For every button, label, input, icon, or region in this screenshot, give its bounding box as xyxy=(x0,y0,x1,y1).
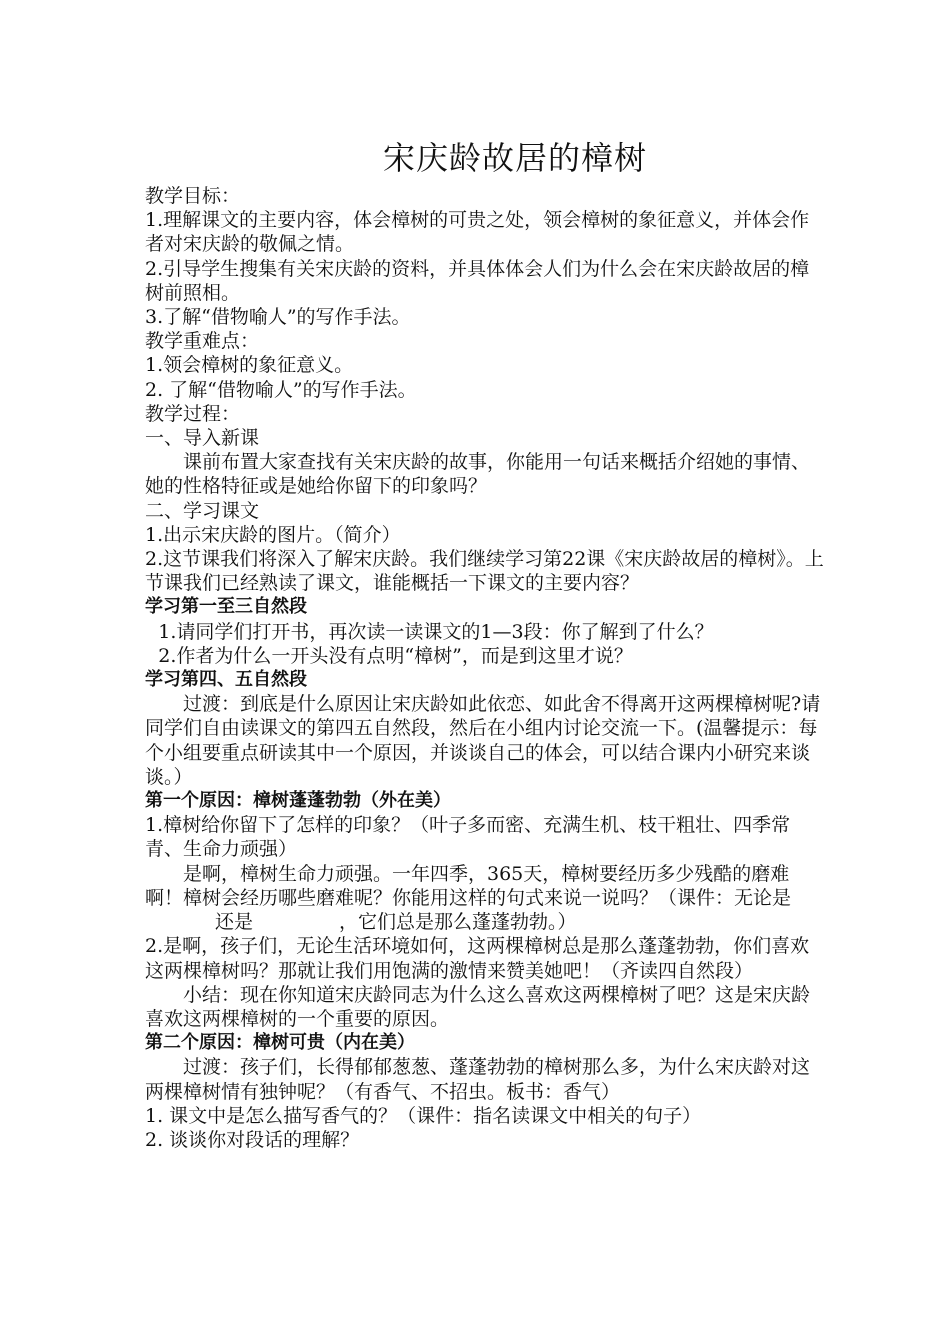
reason2-item: 2. 谈谈你对段话的理解？ xyxy=(145,1128,360,1151)
key-point-item: 2. 了解“借物喻人”的写作手法。 xyxy=(145,378,417,401)
pattern-part-a: （课件：无论是 xyxy=(658,886,792,909)
pattern-part-b: 还是 xyxy=(215,911,254,934)
document-page xyxy=(145,128,825,1152)
reason1-heading: 第一个原因：樟树蓬蓬勃勃（外在美） xyxy=(145,790,451,812)
section2-heading: 学习第四、五自然段 xyxy=(145,669,307,691)
part1-heading: 一、导入新课 xyxy=(145,427,260,450)
reason2-item: 1. 课文中是怎么描写香气的？（课件：指名读课文中相关的句子） xyxy=(145,1104,702,1127)
document-title: 宋庆龄故居的樟树 xyxy=(382,139,647,177)
goal-item: 3.了解“借物喻人”的写作手法。 xyxy=(145,306,411,329)
section1-item: 2.作者为什么一开头没有点明“樟树”，而是到这里才说？ xyxy=(158,644,633,667)
reason2-text: 过渡：孩子们，长得郁郁葱葱、蓬蓬勃勃的樟树那么多，为什么宋庆龄对这两棵樟树情有独钟呢？（有香气、不招虫。板书：香气） xyxy=(145,1056,811,1103)
key-points-heading: 教学重难点： xyxy=(145,330,260,353)
section1-heading: 学习第一至三自然段 xyxy=(145,596,307,618)
part2-item: 2.这节课我们将深入了解宋庆龄。我们继续学习第22课《宋庆龄故居的樟树》。上节课我们已经熟读了课文，谁能概括一下课文的主要内容？ xyxy=(145,548,824,595)
part1-text: 课前布置大家查找有关宋庆龄的故事，你能用一句话来概括介绍她的事情、她的性格特征或是她给你留下的印象吗？ xyxy=(145,451,811,498)
goal-item: 1.理解课文的主要内容，体会樟树的可贵之处，领会樟树的象征意义，并体会作者对宋庆龄的敬佩之情。 xyxy=(145,209,810,256)
process-heading: 教学过程： xyxy=(145,402,241,425)
pattern-part-c: ，它们总是那么蓬蓬勃勃。） xyxy=(339,911,577,934)
goal-item: 2.引导学生搜集有关宋庆龄的资料，并具体体会人们为什么会在宋庆龄故居的樟树前照相。 xyxy=(145,257,810,304)
section1-item: 1.请同学们打开书，再次读一读课文的1—3段：你了解到了什么？ xyxy=(158,620,714,643)
section2-text: 过渡：到底是什么原因让宋庆龄如此依恋、如此舍不得离开这两棵樟树呢?请同学们自由读课文的第四五自然段，然后在小组内讨论交流一下。(温馨提示：每个小组要重点研读其中一个原因，并谈谈自己的体会，可以结合课内小研究来谈谈。） xyxy=(145,693,821,788)
goals-heading: 教学目标： xyxy=(145,185,241,207)
reason1-item1: 1.樟树给你留下了怎样的印象？（叶子多而密、充满生机、枝干粗壮、四季常青、生命力顽强） xyxy=(145,814,791,861)
reason1-summary: 小结：现在你知道宋庆龄同志为什么这么喜欢这两棵樟树了吧？这是宋庆龄喜欢这两棵樟树的一个重要的原因。 xyxy=(145,983,811,1030)
reason1-item2: 2.是啊，孩子们，无论生活环境如何，这两棵樟树总是那么蓬蓬勃勃，你们喜欢这两棵樟树吗？那就让我们用饱满的激情来赞美她吧！（齐读四自然段） xyxy=(145,935,810,982)
part2-heading: 二、学习课文 xyxy=(145,499,260,522)
reason1-paragraph xyxy=(145,862,825,935)
reason2-heading: 第二个原因：樟树可贵（内在美） xyxy=(145,1032,415,1054)
key-point-item: 1.领会樟树的象征意义。 xyxy=(145,354,354,377)
part2-item: 1.出示宋庆龄的图片。（简介） xyxy=(145,523,401,546)
reason1-para-text: 是啊，樟树生命力顽强。一年四季，365天，樟树要经历多少残酷的磨难啊！樟树会经历哪些磨难呢？你能用这样的句式来说一说吗？ xyxy=(145,862,790,909)
